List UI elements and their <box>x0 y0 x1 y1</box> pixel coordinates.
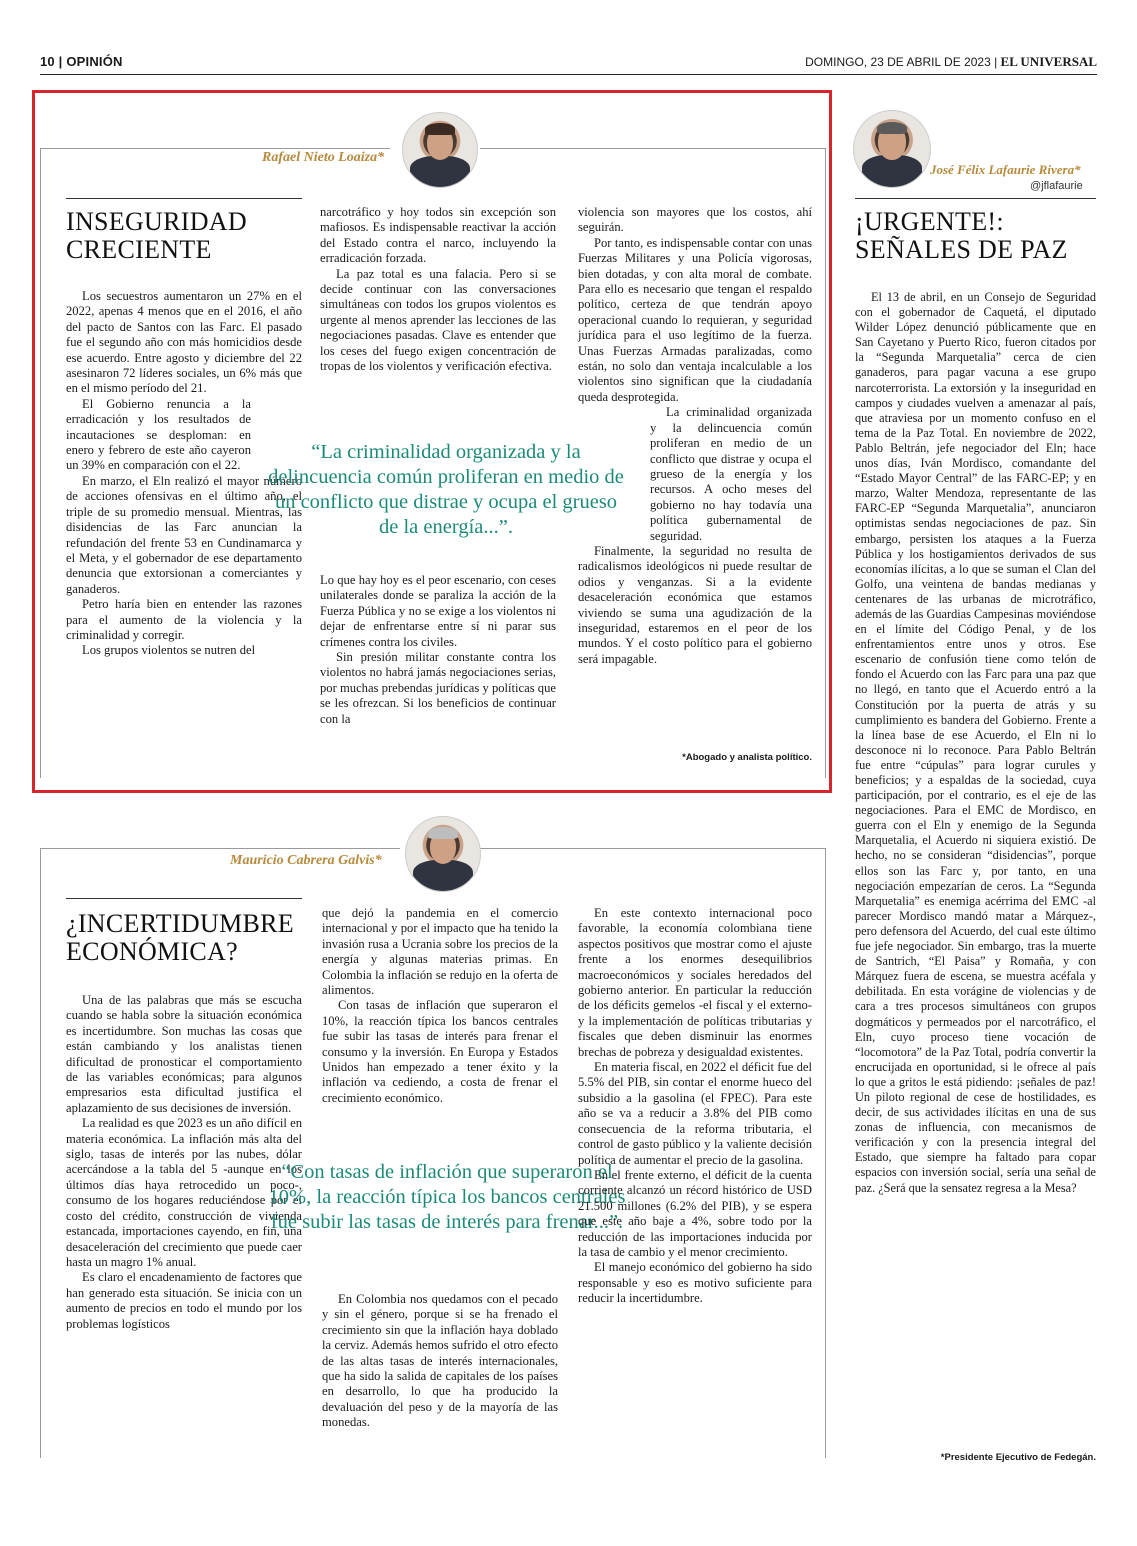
article2-col2-top <box>322 906 558 1106</box>
article1-top-rule-right <box>480 148 825 149</box>
paragraph: La paz total es una falacia. Pero si se decide continuar con las conversaciones simultáneas con todos los grupos violentos es urgente al menos aprender las lecciones de las negociaciones pasadas. Clave es entender que los ceses del fuego exigen concentración de tropas de los violentos y verificación efectiva. <box>320 266 556 374</box>
article1-col3 <box>578 205 812 667</box>
section-label: 10 | OPINIÓN <box>40 54 123 69</box>
author-photo-jose-felix <box>853 110 931 188</box>
title-rule <box>855 198 1096 199</box>
paragraph: En el frente externo, el déficit de la cuenta corriente alcanzó un récord histórico de USD 21.500 millones (6.2% del PIB), y se espera que este año baje a 4%, sobre todo por la reducción de las importaciones inducida por la tasa de cambio y el menor crecimiento. <box>578 1167 812 1259</box>
article1-col2-bottom <box>320 573 556 727</box>
paragraph: Finalmente, la seguridad no resulta de radicalismos ideológicos ni puede resultar de odios y venganzas. Si a la evidente desaceleración económica que estamos viviendo se suma una agudización de la inseguridad, estaremos en el peor de los mundos. Y el costo político para el gobierno será impagable. <box>578 543 812 666</box>
paragraph: En Colombia nos quedamos con el pecado y sin el género, porque si se ha frenado el crecimiento sin que la inflación haya doblado la cerviz. Además hemos sufrido el otro efecto de las altas tasas de interés internacionales, que ha sido la salida de capitales de los países en desarrollo, lo que ha producido la devaluación del peso y de la mayoría de las monedas. <box>322 1292 558 1430</box>
author-photo-rafael <box>402 112 478 188</box>
article2-right-rule <box>825 848 826 1458</box>
title-rule <box>66 198 302 199</box>
article2-top-rule <box>40 848 400 849</box>
article3-author: José Félix Lafaurie Rivera* <box>930 162 1081 177</box>
article2-col2-bottom <box>322 1292 558 1431</box>
article1-author: Rafael Nieto Loaiza* <box>262 150 385 165</box>
article2-author: Mauricio Cabrera Galvis* <box>230 853 382 868</box>
article2-pull-quote: “Con tasas de inflación que superaron el 10%, la reacción típica los bancos centrales fue subir las tasas de interés para frenar...”. <box>268 1161 626 1233</box>
article1-left-rule <box>40 148 41 778</box>
article2-top-rule-right <box>480 848 825 849</box>
date-line: DOMINGO, 23 DE ABRIL DE 2023 | EL UNIVERSAL <box>805 54 1097 69</box>
title-rule <box>66 898 302 899</box>
paragraph: El 13 de abril, en un Consejo de Seguridad con el gobernador de Caquetá, el diputado Wilder López denunció públicamente que en San Cayetano y Puerto Rico, fueron citados por la “Segunda Marquetalia” cerca de cien ganaderos, para pagar vacuna a ese grupo narcoterrorista. La extorsión y la inseguridad en campos y ciudades vuelven a amenazar al país, que atraviesa por un momento confuso en el tema de la Paz Total. En noviembre de 2022, Pablo Beltrán, jefe negociador del Eln; hace unos días, Iván Mordisco, comandante del “Estado Mayor Central” de las FARC-EP; y en marzo, Walter Mendoza, representante de las FARC-EP “Segunda Marquetalia”, anunciaron optimistas sendas negociaciones de paz. Sin embargo, persisten los ataques a la Fuerza Pública y los hostigamientos derivados de sus economías ilícitas, a lo que se suman el Clan del Golfo, una veintena de bandas medianas y centenares de las urbanas de microtráfico, además de las Guardias Campesinas moviéndose en el límite del Código Penal, y de los enfrentamientos entre unos y otros. Ese escenario de confusión tiene como telón de fondo el Acuerdo con las Farc para una paz que no llegó, en tanto que el Acuerdo entró a la Constitución por la puerta de atrás y su cumplimiento es bandera del Gobierno. Frente a la línea base de ese Acuerdo, el Eln ni lo desconoce ni lo reconoce. Para Pablo Beltrán fue entre “cúpulas” para lograr curules y beneficios; y a espaldas de la sociedad, cuya participación, por el contrario, es el eje de las negociaciones. Para el EMC de Mordisco, en guerra con el Eln y enemigo de la Segunda Marquetalia, el Acuerdo ni siquiera existió. De hecho, no se consideran “disidencias”, porque ellos son las Farc y, por tanto, en una negociación empezarían de ceros. La “Segunda Marquetalia” es enemiga acérrima del EMC -al parecer Mordisco mandó matar a Márquez-, pero defensora del Acuerdo, del cual este último fue jefe negociador. Sin embargo, tras la muerte de Santrich, “El Paisa” y Romaña, y con Márquez fuera de escena, se muestra acéfala y debilitada. En esta vorágine de violencias y de cara a tres procesos simultáneos con grupos dogmáticos y permeados por el narcotráfico, el Eln, cuyo proceso tiene vocación de “locomotora” de la Paz Total, podría convertir la encrucijada en oportunidad, si le ofrece al país lo que a gritos le está pidiendo: ¡señales de paz! Un piloto regional de cese de hostilidades, es decir, de sus actividades ilícitas en una de sus zonas de influencia, con mecanismos de verificación y con la presencia integral del Estado, que siempre ha faltado para copar espacios con inversión social, sería una señal de paz. ¿Será que la sensatez regresa a la Mesa? <box>855 290 1096 1195</box>
article3-footnote: *Presidente Ejecutivo de Fedegán. <box>940 1452 1096 1463</box>
paragraph: La realidad es que 2023 es un año difícil en materia económica. La inflación más alta del siglo, tasas de interés por las nubes, dólar acercándose a la tabla del 5 -aunque en los últimos días haya retrocedido un poco-, consumo de los hogares reduciéndose por el costo del crédito, construcción de vivienda estancada, importaciones cayendo, en fin, una desaceleración del crecimiento que puede caer hasta un magro 1% anual. <box>66 1116 302 1269</box>
paragraph: narcotráfico y hoy todos sin excepción son mafiosos. Es indispensable reactivar la acción del Estado contra el narco, incluyendo la erradicación forzada. <box>320 205 556 266</box>
paragraph: Petro haría bien en entender las razones para el aumento de la violencia y la criminalidad y corregir. <box>66 597 302 642</box>
author-photo-mauricio <box>405 816 481 892</box>
paragraph: Los secuestros aumentaron un 27% en el 2022, apenas 4 menos que en el 2016, el año del pacto de Santos con las Farc. El pasado fue el segundo año con más homicidios desde ese acuerdo. Entre agosto y diciembre del 22 asesinaron 72 líderes sociales, un 6% más que en el mismo período del 21. <box>66 289 302 396</box>
article3-title: ¡URGENTE!: SEÑALES DE PAZ <box>855 207 1068 264</box>
paragraph: El Gobierno renuncia a la erradicación y los resultados de incautaciones se desploman: en enero y febrero de este año cayeron un 39% en comparación con el 22. <box>66 396 251 473</box>
article2-title: ¿INCERTIDUMBRE ECONÓMICA? <box>66 909 294 966</box>
paragraph: Una de las palabras que más se escucha cuando se habla sobre la situación económica es incertidumbre. Son muchas las cosas que están cambiando y los analistas tienen dificultad de pronosticar el comportamiento de las variables económicas; para algunos empresarios esta dificultad justifica el aplazamiento de sus decisiones de inversión. <box>66 993 302 1115</box>
paragraph: Por tanto, es indispensable contar con unas Fuerzas Militares y una Policía vigorosas, bien dotadas, y con alta moral de combate. Para ello es necesario que tengan el respaldo político, certeza de que tendrán apoyo operacional cuando lo requieran, y seguridad jurídica para el uso legítimo de la fuerza. Unas Fuerzas Armadas paralizadas, como están, no solo dan ventaja incalculable a los violentos sino significan que la ciudadanía queda desprotegida. <box>578 235 812 404</box>
paragraph: La criminalidad organizada y la delincuencia común proliferan en medio de un conflicto que distrae y ocupa el grueso de la energía y los recursos. A ocho meses del gobierno no hay todavía una política gubernamental de seguridad. <box>650 405 812 543</box>
article1-col2-top <box>320 205 556 374</box>
article3-body <box>855 290 1096 1196</box>
article2-col3 <box>578 906 812 1307</box>
paragraph: que dejó la pandemia en el comercio internacional y por el impacto que ha tenido la invasión rusa a Ucrania sobre los precios de la energía y algunas materias primas. En Colombia la inflación se redujo en la oferta de alimentos. <box>322 906 558 998</box>
article1-top-rule <box>40 148 390 149</box>
page-header <box>40 52 1097 75</box>
paragraph: En materia fiscal, en 2022 el déficit fue del 5.5% del PIB, sin contar el enorme hueco del subsidio a la gasolina (el FPEC). Para este año se va a reducir a 3.8% del PIB como consecuencia de la reforma tributaria, el control de gasto público y la valiente decisión política de aumentar el precio de la gasolina. <box>578 1060 812 1167</box>
paragraph: En este contexto internacional poco favorable, la economía colombiana tiene aspectos positivos que mostrar como el ajuste frente a los enormes desequilibrios macroeconómicos y sociales heredados del gobierno anterior. En particular la reducción de los déficits gemelos -el fiscal y el externo- y la implementación de políticas tributarias y fiscales que deben disminuir las enormes brechas de pobreza y desigualdad existentes. <box>578 906 812 1059</box>
article3-handle: @jflafaurie <box>1030 180 1083 192</box>
paragraph: violencia son mayores que los costos, ahí seguirán. <box>578 205 812 235</box>
paragraph: Con tasas de inflación que superaron el 10%, la reacción típica los bancos centrales fue subir las tasas de interés para frenar el consumo y la inversión. En Europa y Estados Unidos han empezado a tener éxito y la inflación va cediendo, a costa de frenar el crecimiento económico. <box>322 998 558 1105</box>
paragraph: El manejo económico del gobierno ha sido responsable y eso es motivo suficiente para reducir la incertidumbre. <box>578 1260 812 1306</box>
paragraph: Es claro el encadenamiento de factores que han generado esta situación. Se inicia con un aumento de precios en todo el mundo por los problemas logísticos <box>66 1270 302 1331</box>
article1-title: INSEGURIDAD CRECIENTE <box>66 207 247 264</box>
paragraph: Sin presión militar constante contra los violentos no habrá jamás negociaciones serias, por muchas prebendas jurídicas y políticas que se les ofrezcan. Si los beneficios de continuar con la <box>320 650 556 726</box>
article1-footnote: *Abogado y analista político. <box>682 752 812 763</box>
article1-right-rule <box>825 148 826 778</box>
paragraph: Los grupos violentos se nutren del <box>82 643 256 658</box>
article1-pull-quote: “La criminalidad organizada y la delincuencia común proliferan en medio de un conflicto que distrae y ocupa el grueso de la energía...”. <box>268 441 624 538</box>
paragraph: En marzo, el Eln realizó el mayor número de acciones ofensivas en el último año, el triple de su promedio mensual. Mientras, las disidencias de las Farc anuncian la refundación del frente 53 en Cundinamarca y el Meta, y el gobernador de ese departamento denuncia que extorsionan a comerciantes y ganaderos. <box>66 473 302 596</box>
paper-name: EL UNIVERSAL <box>1000 54 1097 69</box>
paragraph: Lo que hay hoy es el peor escenario, con ceses unilaterales donde se paraliza la acción de la Fuerza Pública y no se exige a los violentos ni dejar de enfrentarse entre sí ni parar sus crímenes contra los civiles. <box>320 573 556 649</box>
article2-left-rule <box>40 848 41 1458</box>
